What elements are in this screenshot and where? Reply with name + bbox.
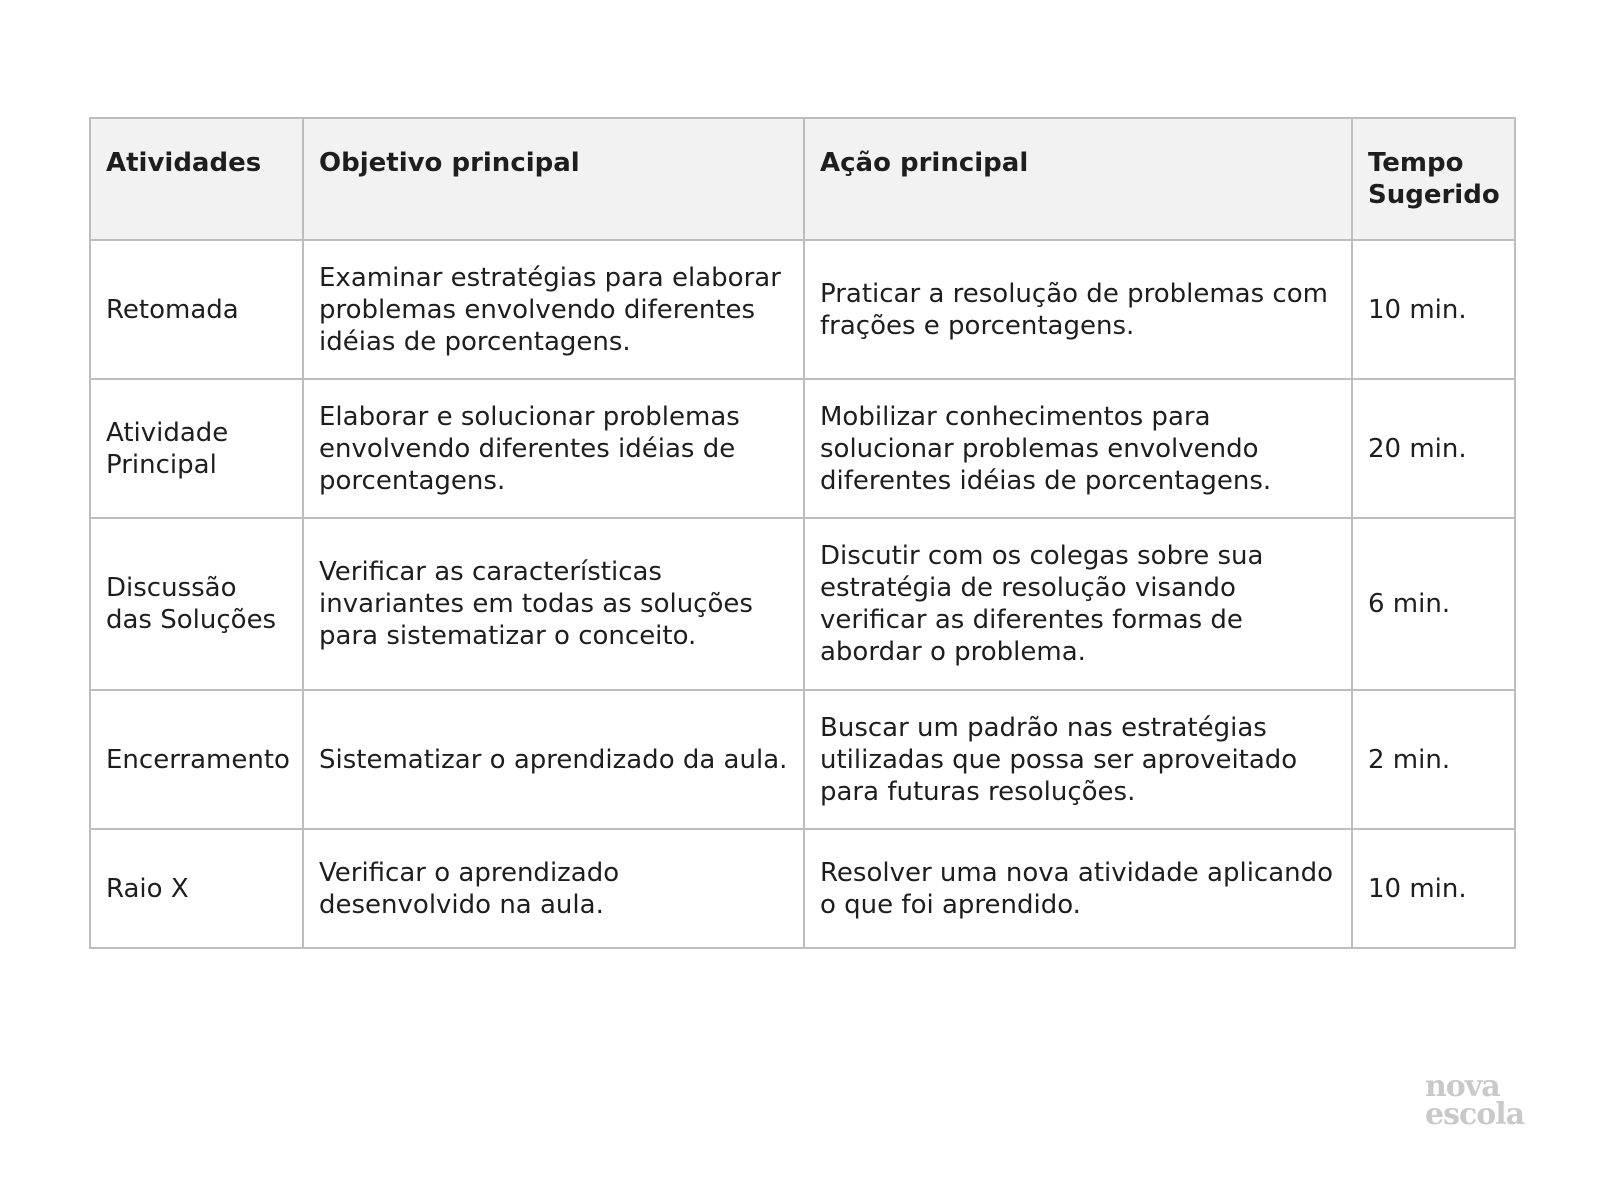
cell-objetivo: Sistematizar o aprendizado da aula. xyxy=(303,690,804,829)
cell-acao: Mobilizar conhecimentos para solucionar problemas envolvendo diferentes idéias de porcentagens. xyxy=(804,379,1352,518)
cell-atividade: Discussão das Soluções xyxy=(90,518,303,690)
table-row xyxy=(90,518,1515,690)
header-atividades: Atividades xyxy=(90,118,303,240)
cell-tempo: 6 min. xyxy=(1352,518,1515,690)
cell-acao: Discutir com os colegas sobre sua estratégia de resolução visando verificar as diferentes formas de abordar o problema. xyxy=(804,518,1352,690)
cell-acao: Praticar a resolução de problemas com frações e porcentagens. xyxy=(804,240,1352,379)
table-row xyxy=(90,690,1515,829)
header-tempo: Tempo Sugerido xyxy=(1352,118,1515,240)
header-acao: Ação principal xyxy=(804,118,1352,240)
logo-line-escola: escola xyxy=(1425,1097,1525,1132)
cell-acao: Buscar um padrão nas estratégias utilizadas que possa ser aproveitado para futuras resoluções. xyxy=(804,690,1352,829)
cell-objetivo: Verificar o aprendizado desenvolvido na aula. xyxy=(303,829,804,948)
table-row xyxy=(90,379,1515,518)
cell-objetivo: Verificar as características invariantes em todas as soluções para sistematizar o conceito. xyxy=(303,518,804,690)
table-body xyxy=(90,240,1515,948)
cell-atividade: Retomada xyxy=(90,240,303,379)
cell-atividade: Raio X xyxy=(90,829,303,948)
table-row xyxy=(90,240,1515,379)
cell-tempo: 2 min. xyxy=(1352,690,1515,829)
cell-tempo: 10 min. xyxy=(1352,829,1515,948)
cell-objetivo: Elaborar e solucionar problemas envolvendo diferentes idéias de porcentagens. xyxy=(303,379,804,518)
cell-objetivo: Examinar estratégias para elaborar problemas envolvendo diferentes idéias de porcentagens. xyxy=(303,240,804,379)
table-row xyxy=(90,829,1515,948)
table-header xyxy=(90,118,1515,240)
cell-tempo: 10 min. xyxy=(1352,240,1515,379)
cell-acao: Resolver uma nova atividade aplicando o que foi aprendido. xyxy=(804,829,1352,948)
header-row xyxy=(90,118,1515,240)
cell-atividade: Encerramento xyxy=(90,690,303,829)
lesson-plan-table xyxy=(89,117,1516,949)
logo-line-nova: nova xyxy=(1425,1069,1500,1104)
cell-atividade: Atividade Principal xyxy=(90,379,303,518)
nova-escola-logo xyxy=(1425,1069,1560,1132)
header-objetivo: Objetivo principal xyxy=(303,118,804,240)
cell-tempo: 20 min. xyxy=(1352,379,1515,518)
